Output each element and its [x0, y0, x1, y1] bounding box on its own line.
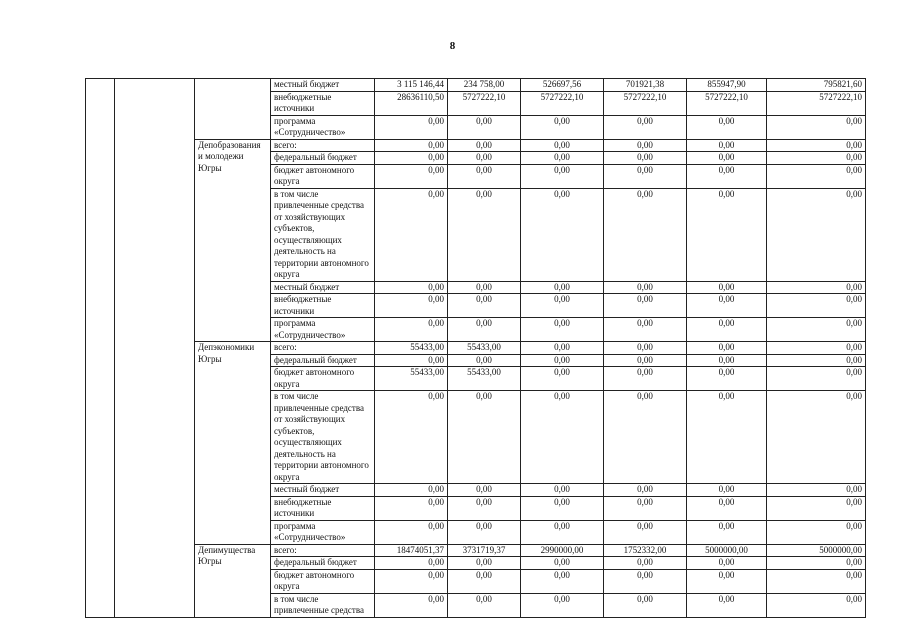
amount-cell: 0,00	[521, 294, 604, 318]
amount-cell: 0,00	[448, 484, 521, 497]
amount-cell: 0,00	[767, 188, 866, 281]
amount-cell: 0,00	[604, 139, 687, 152]
funding-source-label: всего:	[271, 544, 375, 557]
amount-cell: 0,00	[767, 139, 866, 152]
amount-cell: 0,00	[767, 367, 866, 391]
department-cell	[195, 342, 271, 545]
budget-table-body	[86, 79, 866, 618]
funding-source-label: внебюджетные источники	[271, 496, 375, 520]
funding-source-label: федеральный бюджет	[271, 557, 375, 570]
page-number: 8	[449, 40, 456, 52]
amount-cell: 0,00	[604, 318, 687, 342]
department-cell	[195, 544, 271, 617]
amount-cell: 0,00	[687, 593, 767, 617]
funding-source-label: местный бюджет	[271, 281, 375, 294]
amount-cell: 0,00	[767, 164, 866, 188]
amount-cell: 0,00	[604, 188, 687, 281]
amount-cell: 0,00	[448, 139, 521, 152]
amount-cell: 0,00	[375, 354, 448, 367]
amount-cell: 0,00	[521, 318, 604, 342]
amount-cell: 0,00	[448, 281, 521, 294]
amount-cell: 0,00	[604, 496, 687, 520]
scan-edge-top	[0, 0, 905, 4]
amount-cell: 5727222,10	[521, 91, 604, 115]
outer-col-1	[86, 79, 115, 618]
amount-cell: 55433,00	[448, 342, 521, 355]
amount-cell: 0,00	[604, 115, 687, 139]
amount-cell: 0,00	[448, 188, 521, 281]
amount-cell: 0,00	[375, 484, 448, 497]
amount-cell: 0,00	[604, 354, 687, 367]
amount-cell: 0,00	[521, 115, 604, 139]
amount-cell: 0,00	[448, 354, 521, 367]
amount-cell: 0,00	[521, 281, 604, 294]
amount-cell: 0,00	[767, 484, 866, 497]
amount-cell: 0,00	[375, 139, 448, 152]
amount-cell: 0,00	[375, 391, 448, 484]
amount-cell: 3 115 146,44	[375, 79, 448, 92]
amount-cell: 0,00	[687, 342, 767, 355]
amount-cell: 0,00	[687, 164, 767, 188]
amount-cell: 0,00	[375, 318, 448, 342]
amount-cell: 0,00	[767, 569, 866, 593]
amount-cell: 0,00	[687, 152, 767, 165]
amount-cell: 3731719,37	[448, 544, 521, 557]
funding-source-label: федеральный бюджет	[271, 152, 375, 165]
amount-cell: 0,00	[687, 484, 767, 497]
amount-cell: 0,00	[448, 557, 521, 570]
amount-cell: 795821,60	[767, 79, 866, 92]
outer-col-2	[115, 79, 195, 618]
amount-cell: 0,00	[687, 569, 767, 593]
funding-source-label: всего:	[271, 342, 375, 355]
amount-cell: 5000000,00	[767, 544, 866, 557]
amount-cell: 0,00	[767, 520, 866, 544]
amount-cell: 55433,00	[448, 367, 521, 391]
funding-source-label: программа «Сотрудничество»	[271, 520, 375, 544]
amount-cell: 0,00	[448, 115, 521, 139]
amount-cell: 0,00	[767, 557, 866, 570]
amount-cell: 0,00	[521, 164, 604, 188]
amount-cell: 0,00	[521, 520, 604, 544]
funding-source-label: местный бюджет	[271, 484, 375, 497]
amount-cell: 0,00	[604, 484, 687, 497]
amount-cell: 0,00	[604, 557, 687, 570]
amount-cell: 5727222,10	[604, 91, 687, 115]
amount-cell: 0,00	[767, 294, 866, 318]
amount-cell: 0,00	[687, 391, 767, 484]
amount-cell: 0,00	[521, 569, 604, 593]
amount-cell: 0,00	[687, 115, 767, 139]
amount-cell: 0,00	[375, 593, 448, 617]
amount-cell: 0,00	[448, 294, 521, 318]
amount-cell: 0,00	[767, 496, 866, 520]
amount-cell: 0,00	[604, 391, 687, 484]
amount-cell: 234 758,00	[448, 79, 521, 92]
amount-cell: 0,00	[604, 520, 687, 544]
amount-cell: 0,00	[767, 152, 866, 165]
amount-cell: 0,00	[521, 342, 604, 355]
department-name: Депобразования и молодежи Югры	[198, 139, 261, 173]
funding-source-label: бюджет автономного округа	[271, 367, 375, 391]
amount-cell: 0,00	[687, 294, 767, 318]
amount-cell: 0,00	[604, 342, 687, 355]
amount-cell: 0,00	[521, 557, 604, 570]
amount-cell: 855947,90	[687, 79, 767, 92]
amount-cell: 0,00	[375, 281, 448, 294]
funding-source-label: в том числе привлеченные средства	[271, 593, 375, 617]
amount-cell: 0,00	[767, 593, 866, 617]
department-name: Депимущества Югры	[198, 544, 256, 566]
amount-cell: 0,00	[687, 367, 767, 391]
amount-cell: 0,00	[687, 496, 767, 520]
funding-source-label: программа «Сотрудничество»	[271, 115, 375, 139]
amount-cell: 0,00	[521, 496, 604, 520]
funding-source-label: местный бюджет	[271, 79, 375, 92]
amount-cell: 5727222,10	[448, 91, 521, 115]
amount-cell: 0,00	[604, 569, 687, 593]
amount-cell: 0,00	[375, 520, 448, 544]
amount-cell: 0,00	[687, 557, 767, 570]
amount-cell: 0,00	[521, 367, 604, 391]
table-row	[86, 139, 866, 152]
amount-cell: 0,00	[604, 294, 687, 318]
department-cell	[195, 139, 271, 342]
funding-source-label: в том числе привлеченные средства от хозяйствующих субъектов, осуществляющих деятельность на территории автономного округа	[271, 391, 375, 484]
table-row	[86, 79, 866, 92]
amount-cell: 0,00	[521, 354, 604, 367]
amount-cell: 1752332,00	[604, 544, 687, 557]
funding-source-label: всего:	[271, 139, 375, 152]
amount-cell: 0,00	[375, 496, 448, 520]
amount-cell: 0,00	[687, 281, 767, 294]
amount-cell: 0,00	[604, 152, 687, 165]
scan-edge-bottom	[0, 633, 905, 639]
amount-cell: 0,00	[604, 367, 687, 391]
amount-cell: 701921,38	[604, 79, 687, 92]
funding-source-label: программа «Сотрудничество»	[271, 318, 375, 342]
department-cell	[195, 79, 271, 140]
amount-cell: 0,00	[604, 281, 687, 294]
amount-cell: 0,00	[521, 484, 604, 497]
amount-cell: 0,00	[521, 152, 604, 165]
amount-cell: 0,00	[375, 115, 448, 139]
amount-cell: 0,00	[521, 593, 604, 617]
amount-cell: 2990000,00	[521, 544, 604, 557]
amount-cell: 5000000,00	[687, 544, 767, 557]
amount-cell: 55433,00	[375, 342, 448, 355]
table-row	[86, 342, 866, 355]
amount-cell: 0,00	[448, 569, 521, 593]
amount-cell: 0,00	[767, 281, 866, 294]
amount-cell: 0,00	[767, 318, 866, 342]
funding-source-label: внебюджетные источники	[271, 91, 375, 115]
amount-cell: 0,00	[448, 318, 521, 342]
amount-cell: 0,00	[448, 593, 521, 617]
amount-cell: 0,00	[375, 294, 448, 318]
amount-cell: 526697,56	[521, 79, 604, 92]
amount-cell: 0,00	[521, 188, 604, 281]
amount-cell: 28636110,50	[375, 91, 448, 115]
funding-source-label: в том числе привлеченные средства от хозяйствующих субъектов, осуществляющих деятельность на территории автономного округа	[271, 188, 375, 281]
amount-cell: 0,00	[375, 152, 448, 165]
amount-cell: 0,00	[375, 557, 448, 570]
amount-cell: 0,00	[687, 354, 767, 367]
amount-cell: 0,00	[521, 139, 604, 152]
amount-cell: 0,00	[375, 569, 448, 593]
amount-cell: 0,00	[604, 593, 687, 617]
amount-cell: 0,00	[448, 152, 521, 165]
department-name: Депэкономики Югры	[198, 342, 255, 364]
amount-cell: 5727222,10	[687, 91, 767, 115]
amount-cell: 0,00	[767, 391, 866, 484]
amount-cell: 0,00	[604, 164, 687, 188]
amount-cell: 5727222,10	[767, 91, 866, 115]
amount-cell: 0,00	[767, 342, 866, 355]
table-row	[86, 544, 866, 557]
budget-table	[85, 78, 866, 618]
amount-cell: 0,00	[687, 520, 767, 544]
amount-cell: 0,00	[767, 354, 866, 367]
amount-cell: 0,00	[375, 164, 448, 188]
amount-cell: 0,00	[448, 391, 521, 484]
amount-cell: 0,00	[448, 164, 521, 188]
amount-cell: 0,00	[767, 115, 866, 139]
amount-cell: 55433,00	[375, 367, 448, 391]
funding-source-label: внебюджетные источники	[271, 294, 375, 318]
funding-source-label: бюджет автономного округа	[271, 164, 375, 188]
amount-cell: 0,00	[521, 391, 604, 484]
amount-cell: 18474051,37	[375, 544, 448, 557]
amount-cell: 0,00	[375, 188, 448, 281]
funding-source-label: федеральный бюджет	[271, 354, 375, 367]
amount-cell: 0,00	[687, 188, 767, 281]
amount-cell: 0,00	[448, 496, 521, 520]
amount-cell: 0,00	[448, 520, 521, 544]
funding-source-label: бюджет автономного округа	[271, 569, 375, 593]
amount-cell: 0,00	[687, 318, 767, 342]
amount-cell: 0,00	[687, 139, 767, 152]
